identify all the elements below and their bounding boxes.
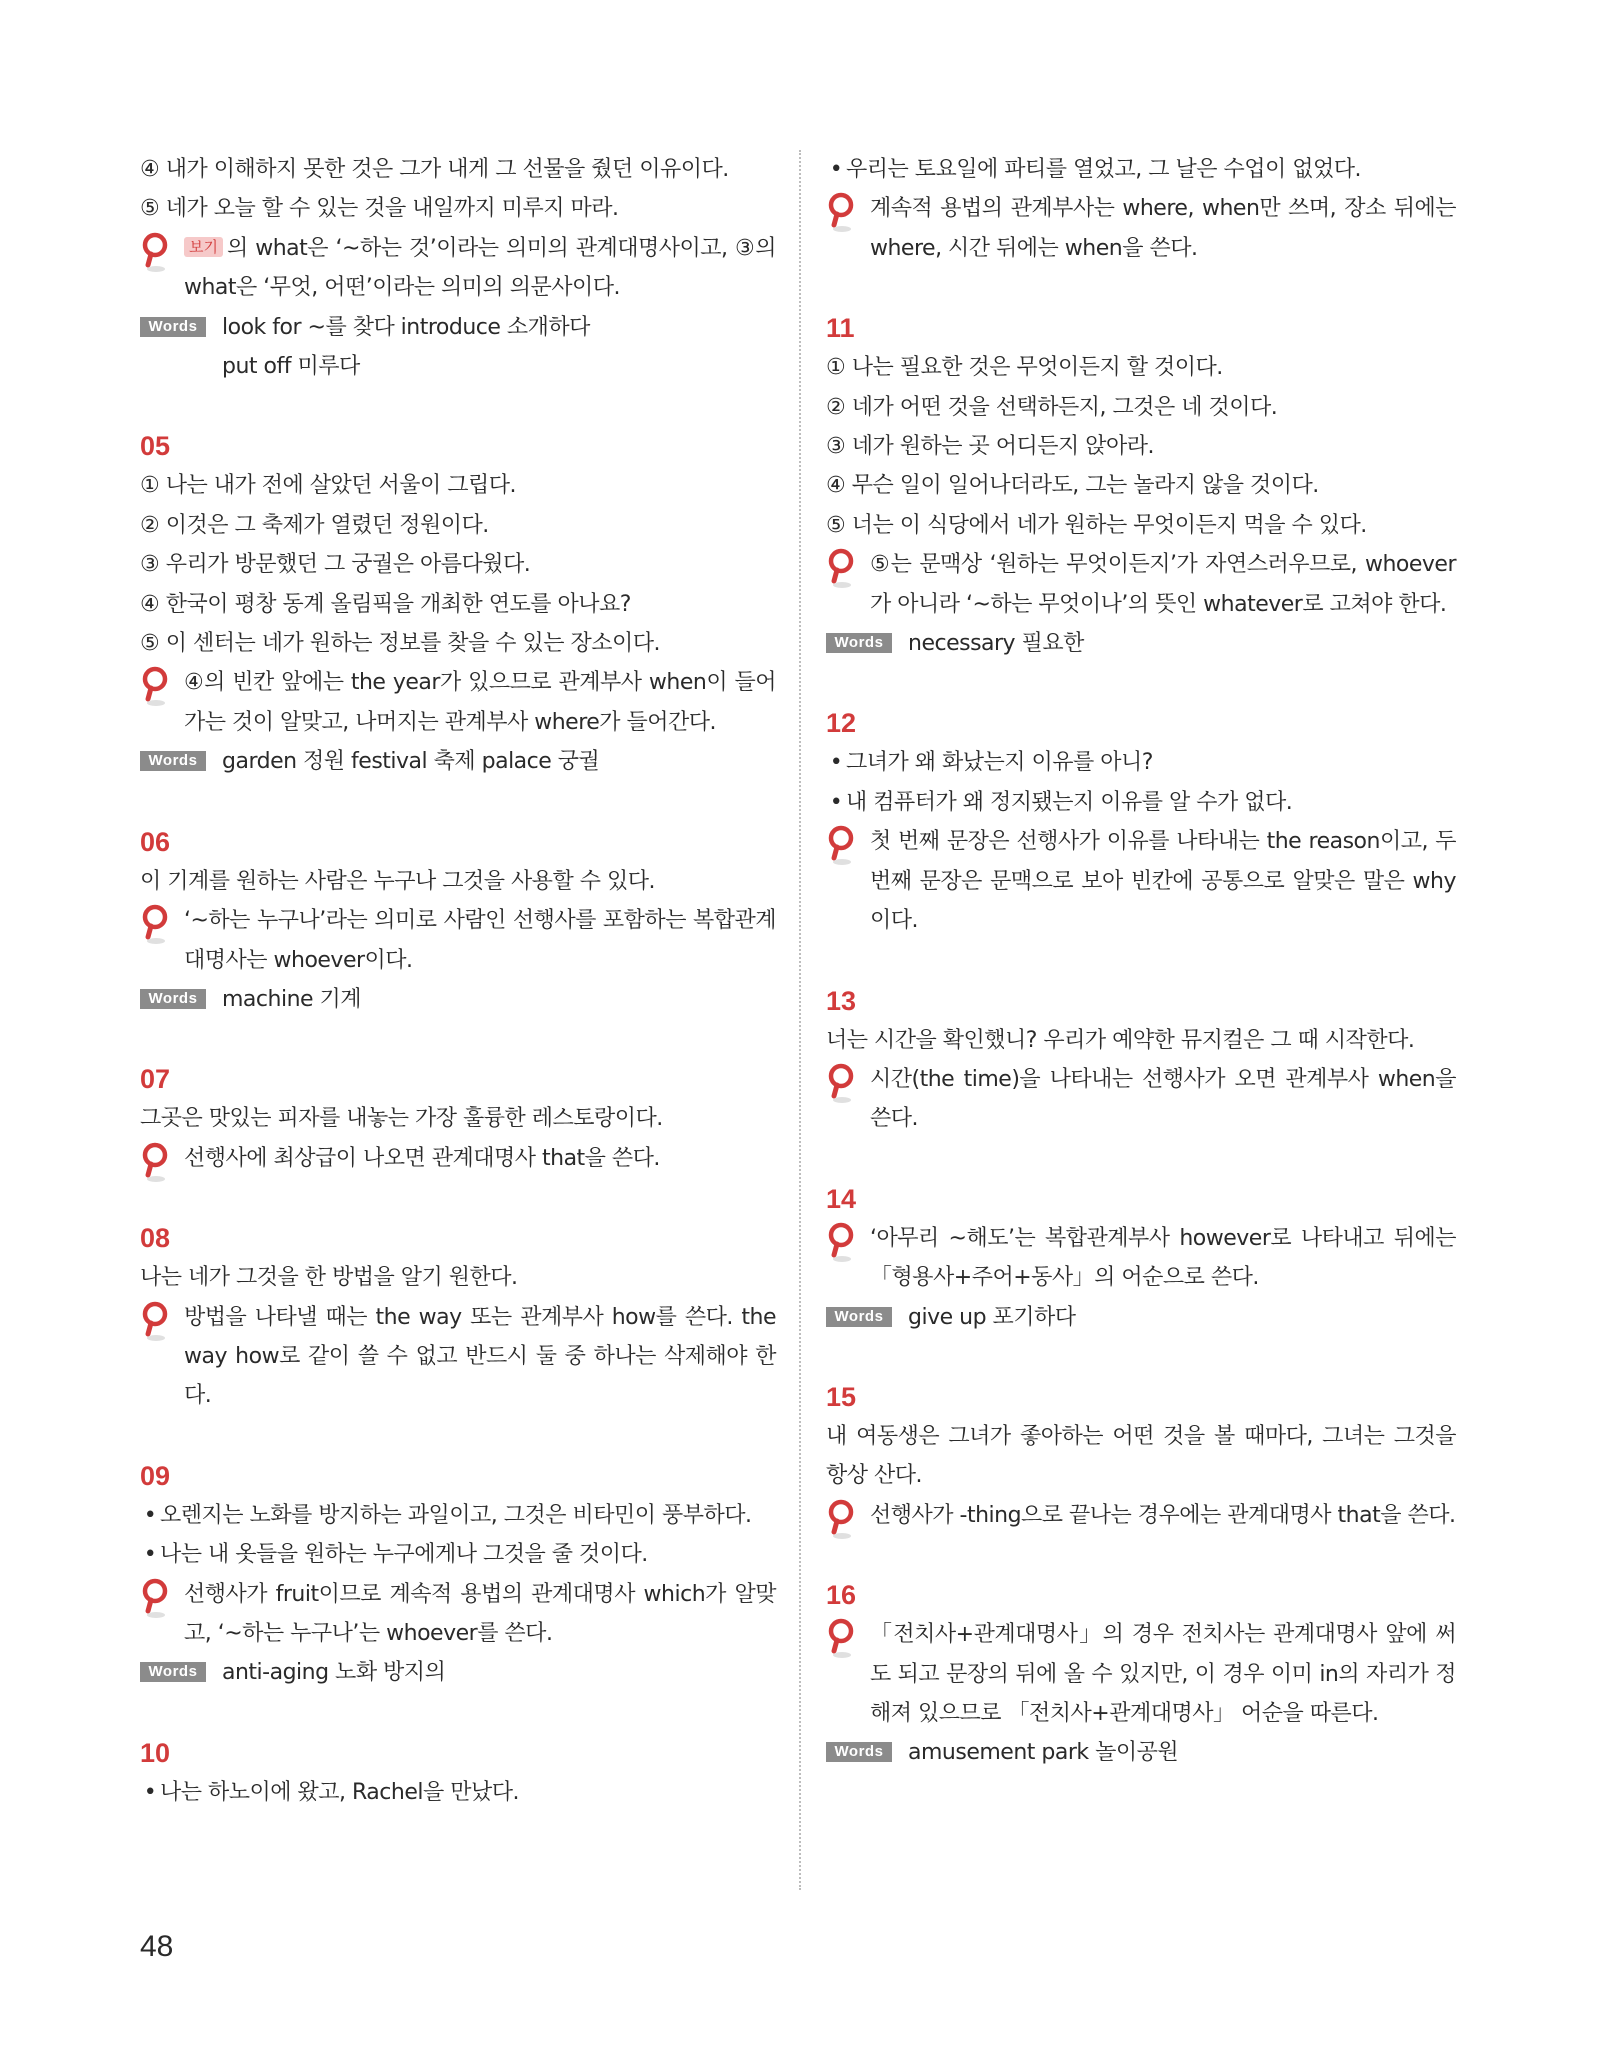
question-number: 06 bbox=[140, 826, 171, 857]
words-label: Words bbox=[140, 317, 206, 337]
magnifier-icon bbox=[826, 191, 860, 235]
answer-line: 너는 시간을 확인했니? 우리가 예약한 뮤지컬은 그 때 시작한다. bbox=[826, 1027, 1415, 1053]
magnifier-icon bbox=[826, 547, 860, 591]
answer-13 bbox=[826, 981, 1456, 1139]
answer-line: ④ 무슨 일이 일어나더라도, 그는 놀라지 않을 것이다. bbox=[826, 473, 1319, 499]
words-label: Words bbox=[826, 1307, 892, 1327]
tip-text: ‘~하는 누구나’라는 의미로 사람인 선행사를 포함하는 복합관계대명사는 whoever이다. bbox=[184, 908, 776, 973]
question-number: 14 bbox=[826, 1183, 857, 1214]
column-divider bbox=[799, 150, 801, 1890]
answer-05 bbox=[140, 426, 776, 781]
tip-text: ⑤는 문맥상 ‘원하는 무엇이든지’가 자연스러우므로, whoever가 아니라 ‘~하는 무엇이나’의 뜻인 whatever로 고쳐야 한다. bbox=[870, 552, 1456, 617]
words-line: give up 포기하다 bbox=[908, 1304, 1076, 1330]
answer-line: ⑤ 이 센터는 네가 원하는 정보를 찾을 수 있는 장소이다. bbox=[140, 631, 660, 657]
explanation-tip bbox=[826, 1060, 1456, 1139]
tip-text: 「전치사+관계대명사」의 경우 전치사는 관계대명사 앞에 써도 되고 문장의 뒤에 올 수 있지만, 이 경우 이미 in의 자리가 정해져 있으므로 「전치사+관계대명사」 어순을 따른다. bbox=[870, 1622, 1456, 1726]
answer-line: 이 기계를 원하는 사람은 누구나 그것을 사용할 수 있다. bbox=[140, 868, 655, 894]
answer-06 bbox=[140, 822, 776, 1020]
explanation-tip bbox=[826, 189, 1456, 268]
bullet-item: • 나는 내 옷들을 원하는 누구에게나 그것을 줄 것이다. bbox=[143, 1542, 648, 1568]
tip-text: 선행사에 최상급이 나오면 관계대명사 that을 쓴다. bbox=[184, 1145, 660, 1171]
words-box bbox=[140, 980, 776, 1019]
magnifier-icon bbox=[826, 824, 860, 868]
bullet-item: • 오렌지는 노화를 방지하는 과일이고, 그것은 비타민이 풍부하다. bbox=[143, 1502, 752, 1528]
magnifier-icon bbox=[140, 1141, 174, 1185]
explanation-tip bbox=[140, 901, 776, 980]
page-number: 48 bbox=[140, 1930, 174, 1963]
magnifier-icon bbox=[826, 1617, 860, 1661]
explanation-tip bbox=[826, 822, 1456, 940]
explanation-tip bbox=[826, 545, 1456, 624]
answer-line: 그곳은 맛있는 피자를 내놓는 가장 훌륭한 레스토랑이다. bbox=[140, 1106, 663, 1132]
magnifier-icon bbox=[826, 1498, 860, 1542]
answer-line: 나는 네가 그것을 한 방법을 알기 원한다. bbox=[140, 1265, 518, 1291]
words-line: amusement park 놀이공원 bbox=[908, 1740, 1179, 1766]
explanation-tip bbox=[140, 229, 776, 308]
answer-line: ④ 한국이 평창 동계 올림픽을 개최한 연도를 아나요? bbox=[140, 591, 631, 617]
words-box bbox=[826, 1298, 1456, 1337]
bullet-item: • 내 컴퓨터가 왜 정지됐는지 이유를 알 수가 없다. bbox=[829, 789, 1293, 815]
answer-04-continuation bbox=[140, 150, 776, 386]
example-badge: 보기 bbox=[184, 237, 223, 257]
explanation-tip bbox=[140, 1139, 776, 1178]
question-number: 13 bbox=[826, 985, 857, 1016]
words-box bbox=[140, 742, 776, 781]
tip-text: 계속적 용법의 관계부사는 where, when만 쓰며, 장소 뒤에는 where, 시간 뒤에는 when을 쓴다. bbox=[870, 196, 1456, 261]
words-line: machine 기계 bbox=[222, 986, 362, 1012]
answer-09 bbox=[140, 1456, 776, 1693]
tip-text: 선행사가 fruit이므로 계속적 용법의 관계대명사 which가 알맞고, ‘~하는 누구나’는 whoever를 쓴다. bbox=[184, 1581, 776, 1646]
answer-07 bbox=[140, 1059, 776, 1178]
question-number: 15 bbox=[826, 1381, 857, 1412]
question-number: 10 bbox=[140, 1737, 171, 1768]
magnifier-icon bbox=[140, 903, 174, 947]
explanation-tip bbox=[140, 663, 776, 742]
tip-text: 시간(the time)을 나타내는 선행사가 오면 관계부사 when을 쓴다. bbox=[870, 1066, 1456, 1132]
words-line: garden 정원 festival 축제 palace 궁궐 bbox=[222, 749, 600, 775]
words-label: Words bbox=[140, 989, 206, 1009]
answer-10 bbox=[140, 1733, 776, 1812]
tip-text: 의 what은 ‘~하는 것’이라는 의미의 관계대명사이고, ③의 what은 ‘무엇, 어떤’이라는 의미의 의문사이다. bbox=[184, 235, 776, 301]
question-number: 07 bbox=[140, 1064, 171, 1095]
magnifier-icon bbox=[140, 1577, 174, 1621]
explanation-tip bbox=[826, 1496, 1456, 1535]
words-box bbox=[826, 1733, 1456, 1772]
explanation-tip bbox=[140, 1575, 776, 1654]
explanation-tip bbox=[826, 1219, 1456, 1298]
tip-text: 첫 번째 문장은 선행사가 이유를 나타내는 the reason이고, 두 번째 문장은 문맥으로 보아 빈칸에 공통으로 알맞은 말은 why이다. bbox=[870, 829, 1456, 934]
words-label: Words bbox=[826, 633, 892, 653]
question-number: 11 bbox=[826, 313, 855, 344]
words-label: Words bbox=[140, 1662, 206, 1682]
explanation-tip bbox=[826, 1615, 1456, 1733]
answer-line: ① 나는 내가 전에 살았던 서울이 그립다. bbox=[140, 473, 516, 499]
bullet-item: • 우리는 토요일에 파티를 열었고, 그 날은 수업이 없었다. bbox=[829, 157, 1361, 182]
answer-line: ③ 우리가 방문했던 그 궁궐은 아름다웠다. bbox=[140, 552, 531, 578]
question-number: 16 bbox=[826, 1580, 857, 1611]
words-line: anti-aging 노화 방지의 bbox=[222, 1660, 446, 1686]
bullet-item: • 나는 하노이에 왔고, Rachel을 만났다. bbox=[143, 1779, 519, 1805]
words-box bbox=[140, 308, 776, 387]
right-column bbox=[826, 150, 1456, 1813]
tip-text: ④의 빈칸 앞에는 the year가 있으므로 관계부사 when이 들어가는 것이 알맞고, 나머지는 관계부사 where가 들어간다. bbox=[184, 670, 776, 735]
answer-line: ③ 네가 원하는 곳 어디든지 앉아라. bbox=[826, 434, 1154, 460]
magnifier-icon bbox=[826, 1221, 860, 1265]
words-line: put off 미루다 bbox=[222, 354, 360, 380]
answer-line: ① 나는 필요한 것은 무엇이든지 할 것이다. bbox=[826, 355, 1223, 381]
magnifier-icon bbox=[826, 1062, 860, 1106]
bullet-item: • 그녀가 왜 화났는지 이유를 아니? bbox=[829, 750, 1153, 776]
words-line: look for ~를 찾다 introduce 소개하다 bbox=[222, 314, 590, 340]
words-label: Words bbox=[826, 1742, 892, 1762]
answer-12 bbox=[826, 703, 1456, 940]
question-number: 08 bbox=[140, 1223, 171, 1254]
answer-11 bbox=[826, 308, 1456, 663]
magnifier-icon bbox=[140, 1300, 174, 1344]
answer-15 bbox=[826, 1377, 1456, 1535]
answer-line: ② 네가 어떤 것을 선택하든지, 그것은 네 것이다. bbox=[826, 394, 1278, 420]
tip-text: 선행사가 -thing으로 끝나는 경우에는 관계대명사 that을 쓴다. bbox=[870, 1502, 1456, 1528]
answer-14 bbox=[826, 1179, 1456, 1337]
magnifier-icon bbox=[140, 665, 174, 709]
question-number: 12 bbox=[826, 708, 857, 739]
answer-line: ⑤ 네가 오늘 할 수 있는 것을 내일까지 미루지 마라. bbox=[140, 196, 619, 222]
answer-line: ⑤ 너는 이 식당에서 네가 원하는 무엇이든지 먹을 수 있다. bbox=[826, 512, 1367, 538]
answer-16 bbox=[826, 1575, 1456, 1773]
magnifier-icon bbox=[140, 231, 174, 275]
tip-text: 방법을 나타낼 때는 the way 또는 관계부사 how를 쓴다. the way how로 같이 쓸 수 없고 반드시 둘 중 하나는 삭제해야 한다. bbox=[184, 1304, 776, 1409]
words-box bbox=[826, 624, 1456, 663]
answer-08 bbox=[140, 1218, 776, 1416]
question-number: 09 bbox=[140, 1460, 171, 1491]
words-label: Words bbox=[140, 751, 206, 771]
explanation-tip bbox=[140, 1298, 776, 1416]
answer-10-continuation bbox=[826, 150, 1456, 268]
words-line: necessary 필요한 bbox=[908, 631, 1084, 657]
left-column bbox=[140, 150, 776, 1852]
answer-line: ② 이것은 그 축제가 열렸던 정원이다. bbox=[140, 512, 489, 538]
answer-text: 내 여동생은 그녀가 좋아하는 어떤 것을 볼 때마다, 그녀는 그것을 항상 산다. bbox=[826, 1423, 1456, 1489]
question-number: 05 bbox=[140, 431, 171, 462]
answer-line: ④ 내가 이해하지 못한 것은 그가 내게 그 선물을 줬던 이유이다. bbox=[140, 157, 729, 182]
tip-text: ‘아무리 ~해도’는 복합관계부사 however로 나타내고 뒤에는 「형용사+주어+동사」의 어순으로 쓴다. bbox=[870, 1225, 1456, 1291]
words-box bbox=[140, 1653, 776, 1692]
